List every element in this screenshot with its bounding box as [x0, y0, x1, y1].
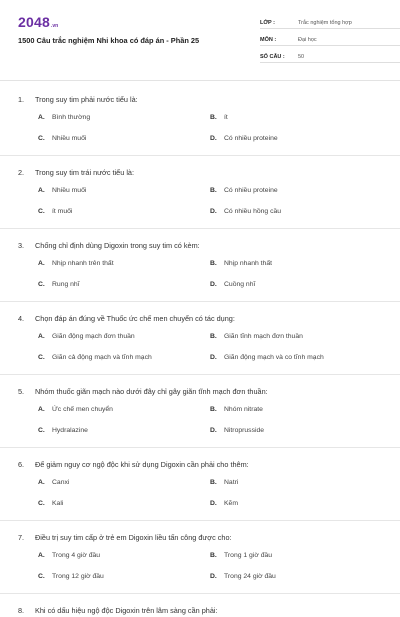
option-a[interactable] — [38, 259, 208, 269]
option-letter: A. — [38, 552, 45, 559]
option-text: Bình thường — [52, 114, 91, 121]
option-letter: C. — [38, 500, 45, 507]
option-c[interactable] — [38, 499, 208, 509]
option-letter: A. — [38, 114, 45, 121]
header-divider — [0, 80, 400, 81]
option-a[interactable] — [38, 405, 208, 415]
option-letter: B. — [210, 552, 217, 559]
question-stem — [18, 386, 382, 398]
question-number: 4. — [18, 314, 25, 323]
option-grid — [18, 405, 382, 436]
option-d[interactable] — [210, 499, 380, 509]
option-d[interactable] — [210, 280, 380, 290]
option-letter: C. — [38, 208, 45, 215]
meta-value: Đại học — [298, 37, 317, 43]
question-text: Để giảm nguy cơ ngộ độc khi sử dụng Digoxin cần phải cho thêm: — [35, 460, 249, 469]
option-text: Trong 1 giờ đầu — [224, 552, 273, 559]
question-text: Trong suy tim phải nước tiểu là: — [35, 95, 138, 104]
question-stem — [18, 532, 382, 544]
option-letter: C. — [38, 573, 45, 580]
option-text: Nitroprusside — [224, 427, 265, 434]
option-text: Giãn động mạch và co tĩnh mạch — [224, 354, 324, 361]
question-4 — [18, 313, 382, 375]
option-b[interactable] — [210, 405, 380, 415]
option-letter: B. — [210, 260, 217, 267]
option-c[interactable] — [38, 353, 208, 363]
meta-info — [260, 16, 400, 67]
option-d[interactable] — [210, 426, 380, 436]
logo-domain: .vn — [50, 23, 59, 29]
option-text: Nhiều muối — [52, 135, 87, 142]
option-text: Nhịp nhanh thất — [224, 260, 272, 267]
option-grid — [18, 551, 382, 582]
option-c[interactable] — [38, 280, 208, 290]
option-text: Kali — [52, 500, 64, 507]
question-number: 5. — [18, 387, 25, 396]
option-text: Kẽm — [224, 500, 238, 507]
option-d[interactable] — [210, 353, 380, 363]
option-b[interactable] — [210, 478, 380, 488]
option-b[interactable] — [210, 186, 380, 196]
option-text: Hydralazine — [52, 427, 88, 434]
option-text: Giãn cả động mạch và tĩnh mạch — [52, 354, 152, 361]
option-grid — [18, 186, 382, 217]
option-letter: A. — [38, 333, 45, 340]
option-text: Rung nhĩ — [52, 281, 80, 288]
option-a[interactable] — [38, 332, 208, 342]
option-c[interactable] — [38, 572, 208, 582]
question-stem — [18, 459, 382, 471]
question-divider — [0, 228, 400, 229]
question-stem — [18, 313, 382, 325]
question-text: Chọn đáp án đúng về Thuốc ức chế men chuyển có tác dụng: — [35, 314, 235, 323]
option-text: Giãn động mạch đơn thuần — [52, 333, 135, 340]
meta-label: MÔN : — [260, 37, 277, 43]
option-letter: C. — [38, 281, 45, 288]
meta-label: SỐ CÂU : — [260, 54, 285, 60]
option-letter: B. — [210, 187, 217, 194]
question-list — [18, 94, 382, 617]
question-divider — [0, 301, 400, 302]
question-3 — [18, 240, 382, 302]
option-letter: A. — [38, 479, 45, 486]
question-divider — [0, 593, 400, 594]
option-letter: C. — [38, 354, 45, 361]
question-number: 2. — [18, 168, 25, 177]
question-text: Khi có dấu hiệu ngộ độc Digoxin trên lâm sàng cần phải: — [35, 606, 218, 615]
question-stem — [18, 240, 382, 252]
option-text: Ức chế men chuyển — [52, 406, 113, 413]
page-title: 1500 Câu trắc nghiệm Nhi khoa có đáp án - Phần 25 — [18, 36, 200, 45]
meta-value: 50 — [298, 54, 305, 60]
option-a[interactable] — [38, 478, 208, 488]
question-1 — [18, 94, 382, 156]
option-grid — [18, 332, 382, 363]
option-letter: B. — [210, 479, 217, 486]
option-letter: D. — [210, 427, 217, 434]
meta-row-count — [260, 50, 400, 63]
option-a[interactable] — [38, 113, 208, 123]
question-number: 6. — [18, 460, 25, 469]
option-grid — [18, 113, 382, 144]
question-number: 3. — [18, 241, 25, 250]
logo-text: 2048 — [18, 14, 50, 30]
option-letter: D. — [210, 208, 217, 215]
question-number: 7. — [18, 533, 25, 542]
question-2 — [18, 167, 382, 229]
option-letter: D. — [210, 281, 217, 288]
option-grid — [18, 259, 382, 290]
question-stem — [18, 605, 382, 617]
question-divider — [0, 447, 400, 448]
option-a[interactable] — [38, 186, 208, 196]
option-text: Có nhiều proteine — [224, 135, 278, 142]
question-8 — [18, 605, 382, 617]
option-text: Có nhiều hồng cầu — [224, 208, 282, 215]
option-text: Nhóm nitrate — [224, 406, 263, 413]
meta-label: LỚP : — [260, 20, 275, 26]
option-text: Nhiều muối — [52, 187, 87, 194]
question-divider — [0, 374, 400, 375]
option-c[interactable] — [38, 426, 208, 436]
option-letter: D. — [210, 354, 217, 361]
option-text: Natri — [224, 479, 239, 486]
option-text: Trong 4 giờ đầu — [52, 552, 101, 559]
question-stem — [18, 167, 382, 179]
option-grid — [18, 478, 382, 509]
question-stem — [18, 94, 382, 106]
option-letter: D. — [210, 500, 217, 507]
meta-value: Trắc nghiệm tổng hợp — [298, 20, 352, 26]
question-divider — [0, 155, 400, 156]
option-letter: C. — [38, 427, 45, 434]
option-letter: B. — [210, 333, 217, 340]
option-text: ít — [224, 114, 228, 121]
option-letter: A. — [38, 406, 45, 413]
option-letter: D. — [210, 573, 217, 580]
option-letter: C. — [38, 135, 45, 142]
option-text: Trong 12 giờ đầu — [52, 573, 104, 580]
question-text: Trong suy tim trái nước tiểu là: — [35, 168, 135, 177]
option-d[interactable] — [210, 572, 380, 582]
option-text: Nhịp nhanh trên thất — [52, 260, 114, 267]
option-letter: B. — [210, 114, 217, 121]
option-d[interactable] — [210, 207, 380, 217]
option-text: Có nhiều proteine — [224, 187, 278, 194]
question-text: Chống chỉ định dùng Digoxin trong suy tim có kèm: — [35, 241, 200, 250]
option-a[interactable] — [38, 551, 208, 561]
option-text: Canxi — [52, 479, 70, 486]
question-6 — [18, 459, 382, 521]
page-header — [18, 14, 382, 74]
option-letter: A. — [38, 260, 45, 267]
option-letter: B. — [210, 406, 217, 413]
option-letter: A. — [38, 187, 45, 194]
option-text: Trong 24 giờ đầu — [224, 573, 276, 580]
option-d[interactable] — [210, 134, 380, 144]
meta-row-class — [260, 16, 400, 29]
question-7 — [18, 532, 382, 594]
option-b[interactable] — [210, 259, 380, 269]
option-b[interactable] — [210, 332, 380, 342]
question-text: Nhóm thuốc giãn mạch nào dưới đây chỉ gây giãn tĩnh mạch đơn thuần: — [35, 387, 268, 396]
option-c[interactable] — [38, 134, 208, 144]
site-logo[interactable] — [18, 14, 58, 30]
option-b[interactable] — [210, 113, 380, 123]
meta-row-subject — [260, 33, 400, 46]
question-number: 8. — [18, 606, 25, 615]
question-text: Điều trị suy tim cấp ở trẻ em Digoxin liều tấn công được cho: — [35, 533, 232, 542]
option-text: Giãn tĩnh mạch đơn thuần — [224, 333, 303, 340]
option-text: Cuồng nhĩ — [224, 281, 256, 288]
option-letter: D. — [210, 135, 217, 142]
option-c[interactable] — [38, 207, 208, 217]
question-number: 1. — [18, 95, 25, 104]
question-divider — [0, 520, 400, 521]
option-text: ít muối — [52, 208, 73, 215]
question-5 — [18, 386, 382, 448]
option-b[interactable] — [210, 551, 380, 561]
